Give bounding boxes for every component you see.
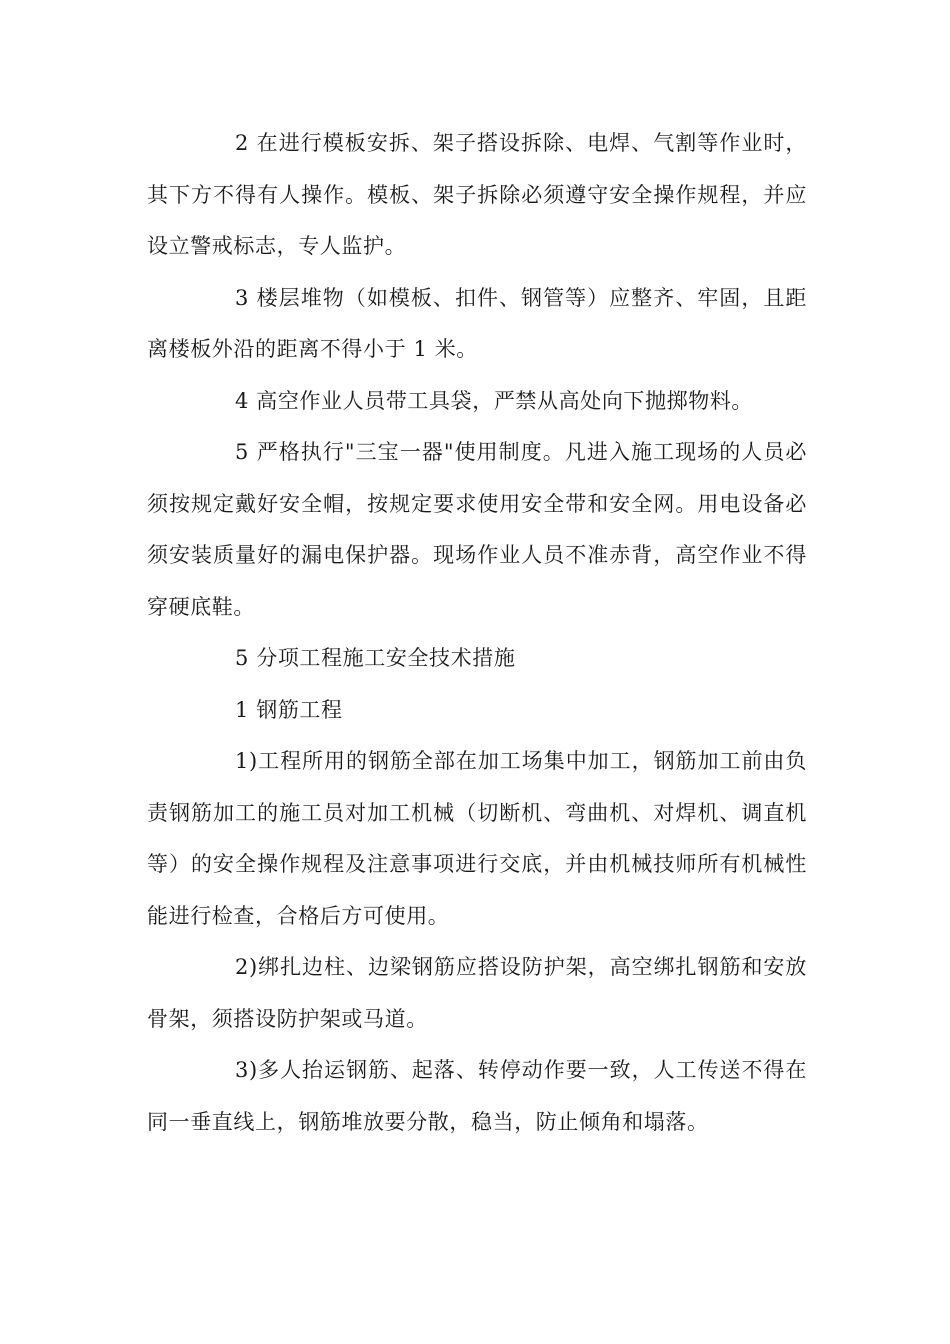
section-heading: 5 分项工程施工安全技术措施 xyxy=(235,646,516,670)
paragraph-floor-stacking: 3 楼层堆物（如模板、扣件、钢管等）应整齐、牢固，且距离楼板外沿的距离不得小于 1 米。 xyxy=(147,285,807,361)
paragraph-rebar-binding: 2)绑扎边柱、边梁钢筋应搭设防护架，高空绑扎钢筋和安放骨架，须搭设防护架或马道。 xyxy=(147,955,807,1031)
paragraph-rebar-carrying: 3)多人抬运钢筋、起落、转停动作要一致，人工传送不得在同一垂直线上，钢筋堆放要分散，稳当，防止倾角和塌落。 xyxy=(147,1058,807,1134)
paragraph-rebar-processing: 1)工程所用的钢筋全部在加工场集中加工，钢筋加工前由负责钢筋加工的施工员对加工机械（切断机、弯曲机、对焊机、调直机等）的安全操作规程及注意事项进行交底，并由机械技师所有机械性能进行检查，合格后方可使用。 xyxy=(147,749,807,928)
paragraph-safety-system: 5 严格执行"三宝一器"使用制度。凡进入施工现场的人员必须按规定戴好安全帽，按规定要求使用安全带和安全网。用电设备必须安装质量好的漏电保护器。现场作业人员不准赤背，高空作业不得穿硬底鞋。 xyxy=(147,440,807,619)
paragraph-scaffold-dismantling: 2 在进行模板安拆、架子搭设拆除、电焊、气割等作业时，其下方不得有人操作。模板、架子拆除必须遵守安全操作规程，并应设立警戒标志，专人监护。 xyxy=(147,131,807,258)
paragraph-tool-bag: 4 高空作业人员带工具袋，严禁从高处向下抛掷物料。 xyxy=(235,388,754,413)
subsection-heading: 1 钢筋工程 xyxy=(235,697,343,722)
document-body xyxy=(147,118,807,1148)
